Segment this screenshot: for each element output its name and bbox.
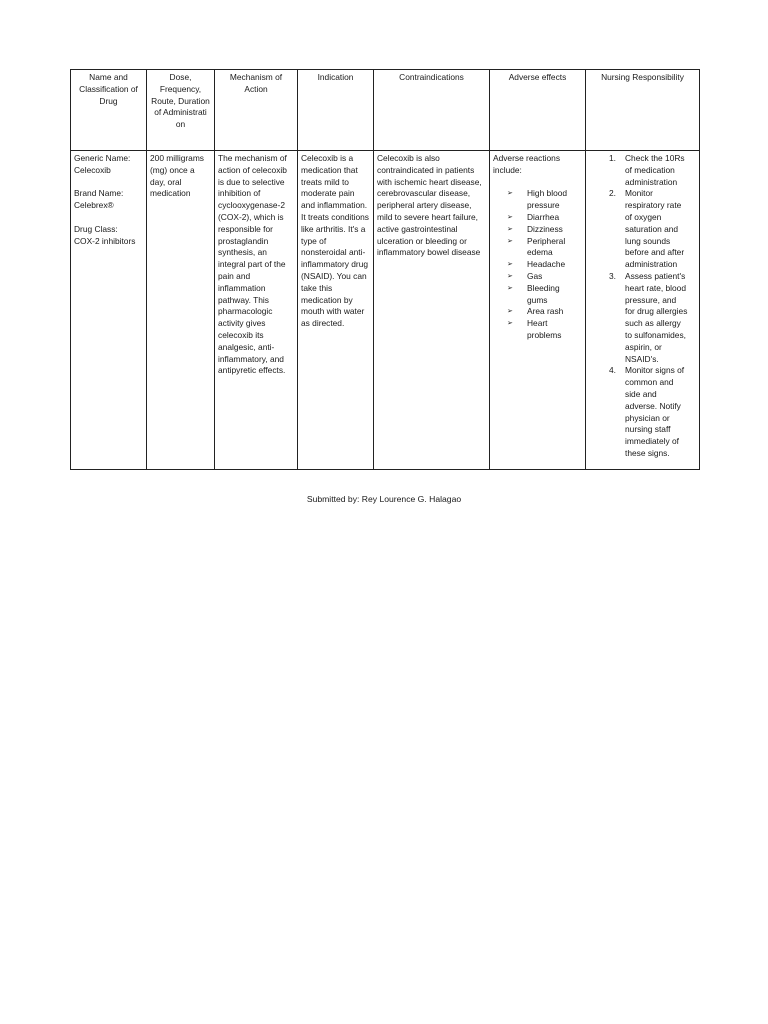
adverse-item-text: Dizziness	[527, 223, 563, 234]
list-item	[499, 271, 582, 283]
adverse-item-text: Headache	[527, 259, 566, 270]
header-contraindications: Contraindications	[374, 70, 490, 151]
header-dose: Dose, Frequency, Route, Duration of Administrati on	[147, 70, 215, 151]
arrow-bullet-icon: ➢	[507, 272, 513, 280]
brand-name-value: Celebrex®	[74, 200, 114, 211]
nursing-responsibility-cell	[586, 151, 700, 470]
list-item	[589, 365, 696, 459]
brand-name-label: Brand Name:	[74, 188, 124, 199]
generic-name-label: Generic Name:	[74, 153, 131, 163]
header-adverse-effects: Adverse effects	[490, 70, 586, 151]
adverse-item-text: Diarrhea	[527, 211, 560, 222]
adverse-item-text: Heart problems	[527, 318, 562, 340]
indication-cell: Celecoxib is a medication that treats mild to moderate pain and inflammation. It treats conditions like arthritis. It's a type of nonsteroidal anti-inflammatory drug (NSAID). You can take this medication by mouth with water as directed.	[298, 151, 374, 470]
list-item	[499, 236, 582, 260]
header-row	[71, 70, 700, 151]
list-item	[499, 224, 582, 236]
arrow-bullet-icon: ➢	[507, 190, 513, 198]
adverse-item-text: Peripheral edema	[527, 235, 566, 258]
adverse-item-text: Bleeding gums	[527, 282, 560, 305]
header-mechanism: Mechanism of Action	[215, 70, 298, 151]
adverse-item-text: High blood pressure	[527, 188, 568, 211]
list-item	[589, 188, 696, 271]
dose-cell: 200 milligrams (mg) once a day, oral medication	[147, 151, 215, 470]
arrow-bullet-icon: ➢	[507, 308, 513, 316]
nursing-item-text: Monitor signs of common and side and adverse. Notify physician or nursing staff immediately of these signs.	[625, 365, 685, 458]
list-item	[499, 283, 582, 307]
list-number: 1.	[609, 153, 616, 163]
header-nursing-responsibility: Nursing Responsibility	[586, 70, 700, 151]
nursing-item-text: Assess patient's heart rate, blood pressure, and for drug allergies such as allergy to sulfonamides, aspirin, or NSAID's.	[625, 270, 688, 364]
list-item	[499, 188, 582, 212]
nursing-item-text: Monitor respiratory rate of oxygen saturation and lung sounds before and after administration	[625, 188, 685, 270]
list-number: 3.	[609, 270, 616, 281]
header-name-classification: Name and Classification of Drug	[71, 70, 147, 151]
nursing-item-text: Check the 10Rs of medication administration	[625, 153, 685, 187]
list-item	[499, 318, 582, 342]
adverse-intro: Adverse reactions include:	[493, 153, 561, 175]
arrow-bullet-icon: ➢	[507, 225, 513, 233]
drug-study-table	[70, 69, 700, 470]
contraindications-cell: Celecoxib is also contraindicated in patients with ischemic heart disease, cerebrovascular disease, peripheral artery disease, mild to severe heart failure, active gastrointestinal ulceration or bleeding or inflammatory bowel disease	[374, 151, 490, 470]
list-item	[589, 271, 696, 365]
list-item	[499, 259, 582, 271]
arrow-bullet-icon: ➢	[507, 284, 513, 292]
arrow-bullet-icon: ➢	[507, 213, 513, 221]
table-row	[71, 151, 700, 470]
list-item	[589, 153, 696, 188]
submitted-by-footer: Submitted by: Rey Lourence G. Halagao	[306, 494, 462, 504]
header-indication: Indication	[298, 70, 374, 151]
nursing-responsibility-list	[589, 153, 696, 460]
adverse-effects-cell	[490, 151, 586, 470]
adverse-effects-list	[493, 188, 582, 341]
mechanism-cell: The mechanism of action of celecoxib is due to selective inhibition of cyclooxygenase-2 (COX-2), which is responsible for prostaglandin synthesis, an integral part of the pain and inflammation pathway. This pharmacologic activity gives celecoxib its analgesic, anti-inflammatory, and antipyretic effects.	[215, 151, 298, 470]
drug-class-label: Drug Class:	[74, 223, 118, 234]
arrow-bullet-icon: ➢	[507, 261, 513, 269]
list-number: 4.	[609, 365, 616, 376]
arrow-bullet-icon: ➢	[507, 320, 513, 328]
list-item	[499, 306, 582, 318]
adverse-item-text: Gas	[527, 270, 543, 281]
generic-name-value: Celecoxib	[74, 164, 111, 175]
adverse-item-text: Area rash	[527, 306, 564, 317]
name-classification-cell	[71, 151, 147, 470]
list-item	[499, 212, 582, 224]
drug-class-value: COX-2 inhibitors	[74, 235, 136, 246]
list-number: 2.	[609, 188, 616, 199]
arrow-bullet-icon: ➢	[507, 237, 513, 245]
